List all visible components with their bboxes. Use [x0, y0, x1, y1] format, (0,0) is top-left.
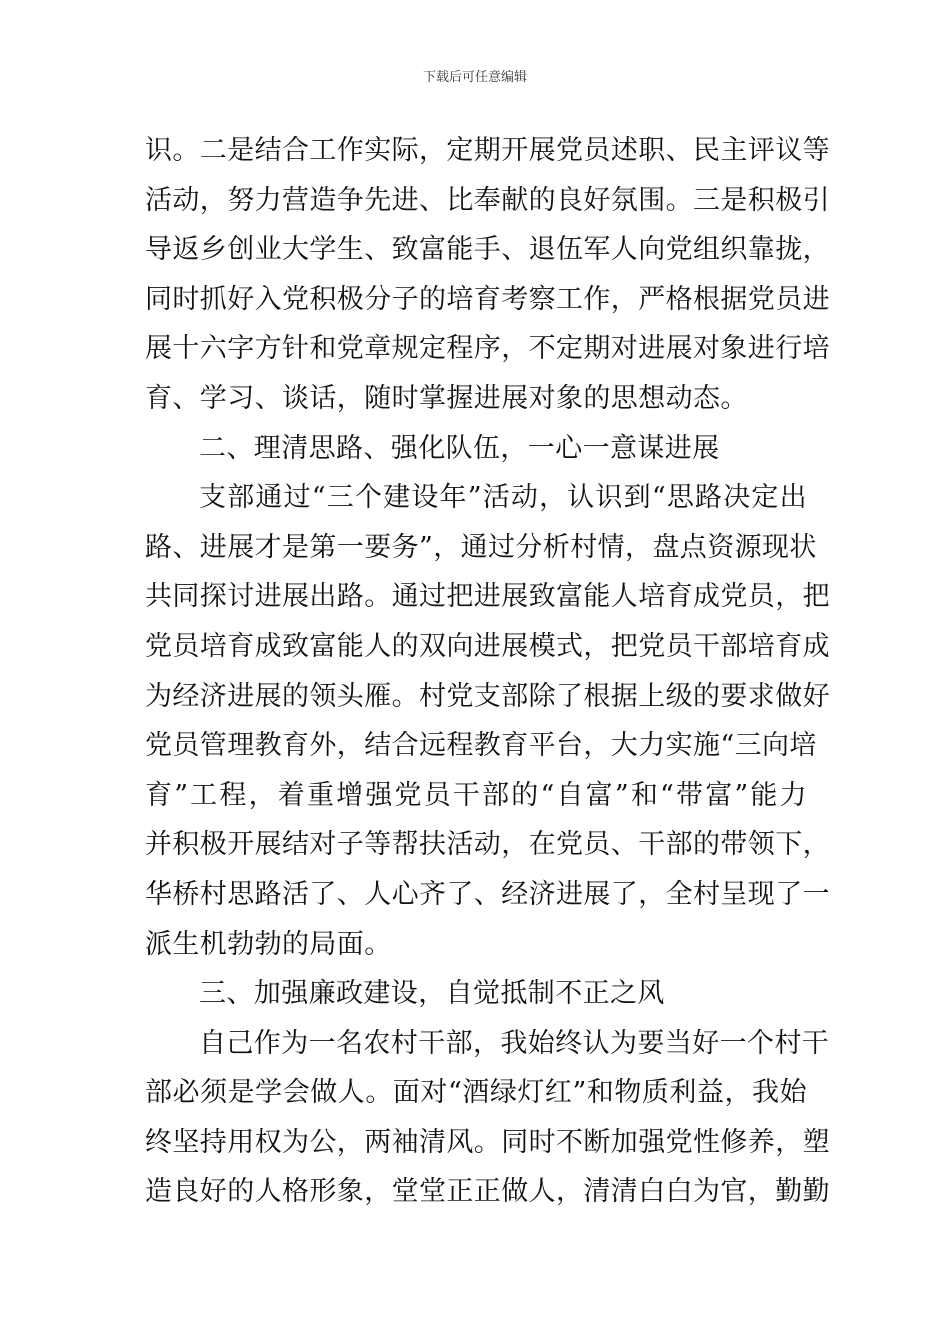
text-line: 育”工程，着重增强党员干部的“自富”和“带富”能力	[145, 779, 807, 811]
text-line: 造良好的人格形象，堂堂正正做人，清清白白为官，勤勤	[145, 1176, 830, 1208]
text-line: 活动，努力营造争先进、比奉献的良好氛围。三是积极引	[145, 184, 830, 216]
text-line: 党员管理教育外，结合远程教育平台，大力实施“三向培	[145, 730, 817, 762]
text-line: 并积极开展结对子等帮扶活动，在党员、干部的带领下，	[145, 829, 830, 861]
page-header: 下载后可任意编辑	[422, 70, 527, 85]
text-line: 派生机勃勃的局面。	[145, 928, 392, 960]
text-line: 导返乡创业大学生、致富能手、退伍军人向党组织靠拢，	[145, 234, 830, 266]
text-line: 支部通过“三个建设年”活动，认识到“思路决定出	[199, 482, 807, 514]
text-line: 识。二是结合工作实际，定期开展党员述职、民主评议等	[145, 135, 830, 166]
text-line: 同时抓好入党积极分子的培育考察工作，严格根据党员进	[145, 283, 830, 315]
text-line: 三、加强廉政建设，自觉抵制不正之风	[199, 978, 665, 1010]
text-line: 展十六字方针和党章规定程序，不定期对进展对象进行培	[145, 333, 830, 365]
text-line: 党员培育成致富能人的双向进展模式，把党员干部培育成	[145, 630, 830, 662]
text-line: 路、进展才是第一要务”，通过分析村情，盘点资源现状	[145, 531, 817, 563]
text-line: 终坚持用权为公，两袖清风。同时不断加强党性修养，塑	[145, 1126, 830, 1158]
text-line: 二、理清思路、强化队伍，一心一意谋进展	[199, 432, 720, 464]
text-line: 育、学习、谈话，随时掌握进展对象的思想动态。	[145, 382, 748, 414]
text-line: 共同探讨进展出路。通过把进展致富能人培育成党员，把	[145, 581, 830, 613]
text-line: 华桥村思路活了、人心齐了、经济进展了，全村呈现了一	[145, 878, 830, 910]
text-line: 自己作为一名农村干部，我始终认为要当好一个村干	[199, 1027, 830, 1059]
text-line: 为经济进展的领头雁。村党支部除了根据上级的要求做好	[145, 680, 830, 712]
text-line: 部必须是学会做人。面对“酒绿灯红”和物质利益，我始	[145, 1077, 807, 1109]
document-body	[145, 126, 830, 1217]
